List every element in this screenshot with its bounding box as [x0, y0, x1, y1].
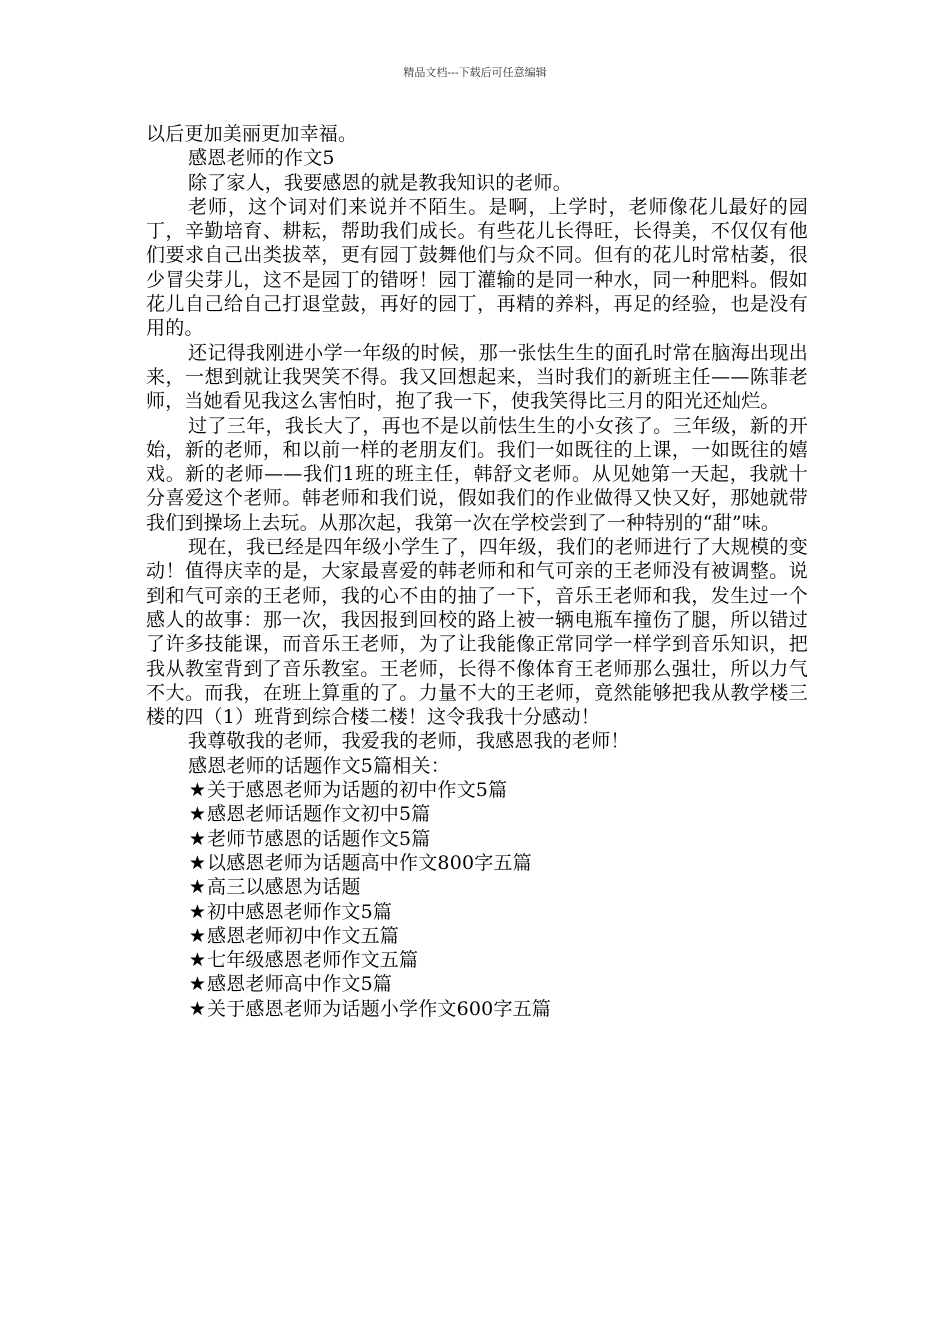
star-icon: ★ [188, 779, 207, 802]
related-article-title: 初中感恩老师作文5篇 [207, 900, 393, 923]
related-article-title: 感恩老师高中作文5篇 [207, 973, 393, 996]
paragraph: 以后更加美丽更加幸福。 [146, 123, 358, 145]
related-article-link[interactable] [146, 802, 808, 826]
related-article-link[interactable] [146, 924, 808, 948]
star-icon: ★ [188, 876, 207, 899]
paragraph: 除了家人，我要感恩的就是教我知识的老师。 [188, 171, 573, 194]
related-article-link[interactable] [146, 948, 808, 972]
related-article-title: 感恩老师话题作文初中5篇 [207, 803, 431, 826]
related-article-title: 七年级感恩老师作文五篇 [207, 949, 419, 972]
related-article-title: 以感恩老师为话题高中作文800字五篇 [207, 851, 532, 874]
page-header: 精品文档---下载后可任意编辑 [403, 66, 547, 79]
related-article-link[interactable] [146, 875, 808, 899]
related-article-link[interactable] [146, 778, 808, 802]
essay-title: 感恩老师的作文5 [188, 147, 335, 170]
related-article-link[interactable] [146, 972, 808, 996]
paragraph: 我尊敬我的老师，我爱我的老师，我感恩我的老师！ [188, 730, 630, 753]
related-article-link[interactable] [146, 900, 808, 924]
star-icon: ★ [188, 949, 207, 972]
related-article-link[interactable] [146, 827, 808, 851]
related-heading: 感恩老师的话题作文5篇相关： [188, 754, 450, 777]
paragraph: 还记得我刚进小学一年级的时候，那一张怯生生的面孔时常在脑海出现出来，一想到就让我哭笑不得。我又回想起来，当时我们的新班主任——陈菲老师，当她看见我这么害怕时，抱了我一下，使我笑得比三月的阳光还灿烂。 [146, 341, 808, 413]
star-icon: ★ [188, 997, 207, 1020]
paragraph: 过了三年，我长大了，再也不是以前怯生生的小女孩了。三年级，新的开始，新的老师，和以前一样的老朋友们。我们一如既往的上课，一如既往的嬉戏。新的老师——我们1班的班主任，韩舒文老师。从见她第一天起，我就十分喜爱这个老师。韩老师和我们说，假如我们的作业做得又快又好，那她就带我们到操场上去玩。从那次起，我第一次在学校尝到了一种特别的“甜”味。 [146, 414, 808, 534]
star-icon: ★ [188, 803, 207, 826]
related-article-title: 关于感恩老师为话题小学作文600字五篇 [207, 997, 552, 1020]
related-articles-list [146, 778, 808, 1021]
related-article-title: 关于感恩老师为话题的初中作文5篇 [207, 779, 508, 802]
paragraph: 现在，我已经是四年级小学生了，四年级，我们的老师进行了大规模的变动！值得庆幸的是，大家最喜爱的韩老师和和气可亲的王老师没有被调整。说到和气可亲的王老师，我的心不由的抽了一下，音乐王老师和我，发生过一个感人的故事：那一次，我因报到回校的路上被一辆电瓶车撞伤了腿，所以错过了许多技能课，而音乐王老师，为了让我能像正常同学一样学到音乐知识，把我从教室背到了音乐教室。王老师，长得不像体育王老师那么强壮，所以力气不大。而我，在班上算重的了。力量不大的王老师，竟然能够把我从教学楼三楼的四（1）班背到综合楼二楼！这令我我十分感动！ [146, 536, 808, 729]
star-icon: ★ [188, 973, 207, 996]
related-article-title: 高三以感恩为话题 [207, 876, 361, 899]
star-icon: ★ [188, 900, 207, 923]
related-article-title: 感恩老师初中作文五篇 [207, 924, 400, 947]
paragraph: 老师，这个词对们来说并不陌生。是啊，上学时，老师像花儿最好的园丁，辛勤培育、耕耘，帮助我们成长。有些花儿长得旺，长得美，不仅仅有他们要求自己出类拔萃，更有园丁鼓舞他们与众不同。但有的花儿时常枯萎，很少冒尖芽儿，这不是园丁的错呀！园丁灌输的是同一种水，同一种肥料。假如花儿自己给自己打退堂鼓，再好的园丁，再精的养料，再足的经验，也是没有用的。 [146, 195, 808, 340]
related-article-title: 老师节感恩的话题作文5篇 [207, 827, 431, 850]
document-body [146, 122, 808, 1021]
star-icon: ★ [188, 827, 207, 850]
star-icon: ★ [188, 924, 207, 947]
related-article-link[interactable] [146, 851, 808, 875]
related-article-link[interactable] [146, 997, 808, 1021]
star-icon: ★ [188, 851, 207, 874]
